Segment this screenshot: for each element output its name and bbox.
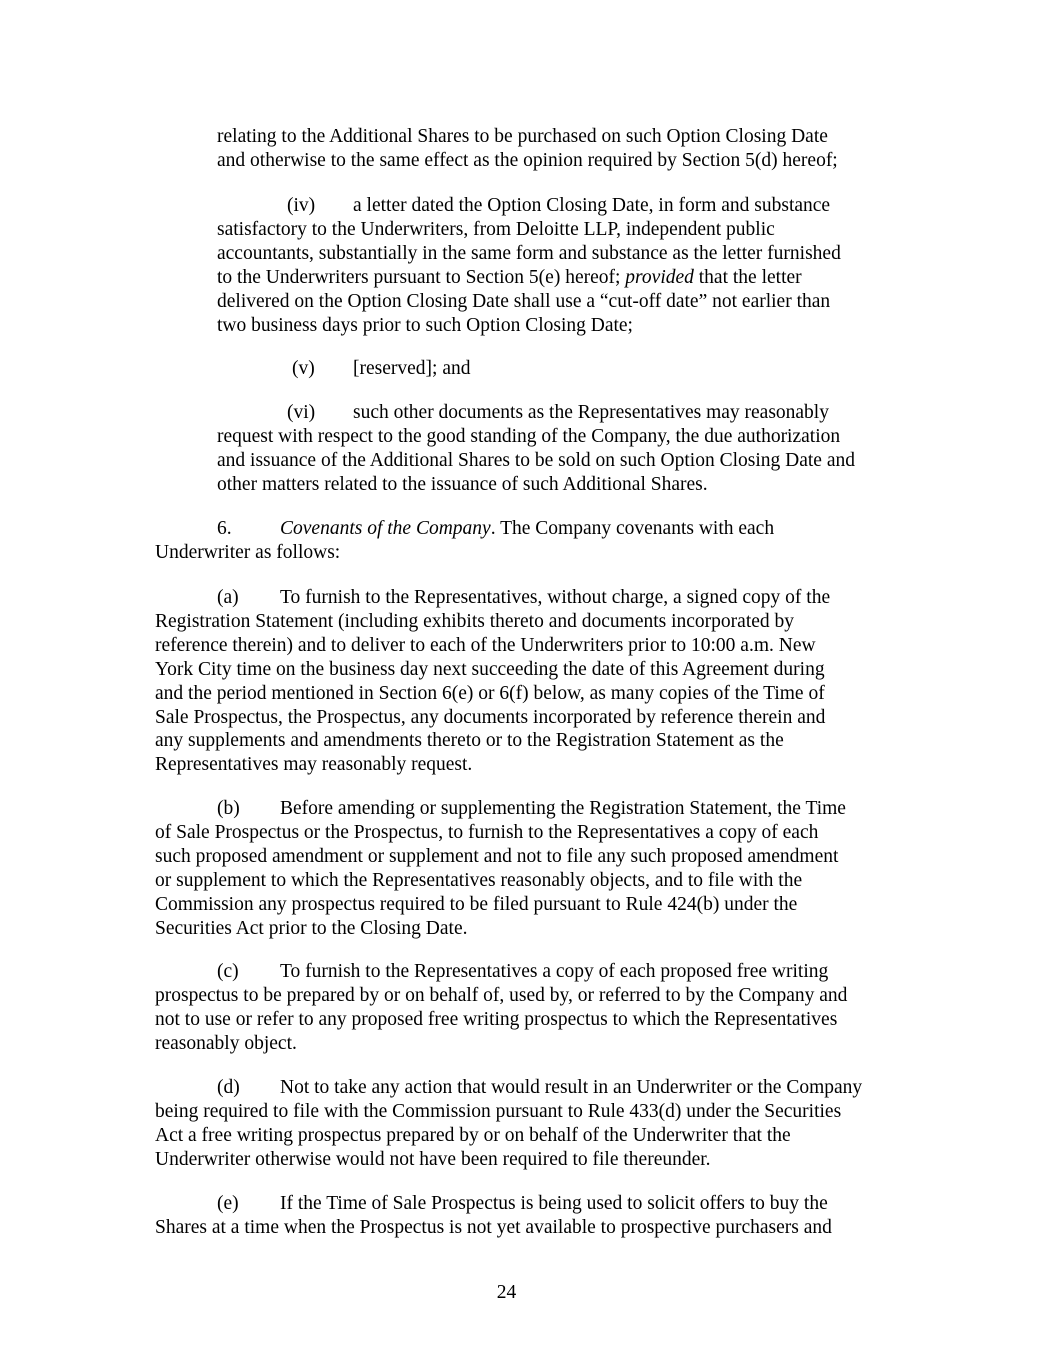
text-line: Act a free writing prospectus prepared by or on behalf of the Underwriter that the [155, 1124, 791, 1146]
section-6-number: 6. [217, 518, 232, 539]
paragraph-a-label: (a) [217, 587, 239, 608]
paragraph-a-first-line: To furnish to the Representatives, without charge, a signed copy of the [280, 587, 831, 608]
item-vi-label: (vi) [287, 402, 316, 423]
text-line: Underwriter as follows: [155, 541, 341, 563]
item-iv [217, 194, 841, 337]
item-v-label: (v) [292, 358, 315, 379]
paragraph-c-label: (c) [217, 961, 239, 982]
item-v-text: [reserved]; and [353, 358, 471, 379]
text-line: of Sale Prospectus or the Prospectus, to furnish to the Representatives a copy of each [155, 821, 819, 843]
paragraph-b-label: (b) [217, 798, 240, 819]
paragraph-c-first-line: To furnish to the Representatives a copy of each proposed free writing [280, 961, 829, 982]
item-iv-first-line: a letter dated the Option Closing Date, in form and substance [353, 195, 831, 216]
item-v [217, 357, 470, 381]
text-line: Commission any prospectus required to be filed pursuant to Rule 424(b) under the [155, 893, 798, 915]
item-vi-first-line: such other documents as the Representatives may reasonably [353, 402, 829, 423]
text-line: delivered on the Option Closing Date shall use a “cut-off date” not earlier than [217, 290, 831, 312]
section-6-intro: . The Company covenants with each [490, 518, 775, 539]
text-line: York City time on the business day next succeeding the date of this Agreement during [155, 658, 825, 680]
text-line: two business days prior to such Option Closing Date; [217, 314, 633, 336]
text-line: not to use or refer to any proposed free writing prospectus to which the Representatives [155, 1008, 838, 1030]
paragraph-b [155, 797, 846, 940]
text-line: request with respect to the good standing of the Company, the due authorization [217, 425, 841, 447]
text-line: prospectus to be prepared by or on behalf of, used by, or referred to by the Company and [155, 984, 848, 1006]
text-line-with-italic: to the Underwriters pursuant to Section 5(e) hereof; provided that the letter [217, 266, 802, 288]
text-line: Representatives may reasonably request. [155, 754, 473, 776]
item-vi [217, 401, 855, 497]
text-line: or supplement to which the Representatives reasonably objects, and to file with the [155, 869, 803, 891]
text-line: relating to the Additional Shares to be purchased on such Option Closing Date [217, 126, 828, 147]
text-line: Shares at a time when the Prospectus is not yet available to prospective purchasers and [155, 1216, 832, 1238]
text-line: such proposed amendment or supplement and not to file any such proposed amendment [155, 845, 839, 867]
text-line: being required to file with the Commission pursuant to Rule 433(d) under the Securities [155, 1100, 842, 1122]
paragraph-e-label: (e) [217, 1193, 239, 1214]
paragraph-d-label: (d) [217, 1077, 240, 1098]
text-line: any supplements and amendments thereto or to the Registration Statement as the [155, 730, 784, 752]
text-line: accountants, substantially in the same form and substance as the letter furnished [217, 242, 841, 264]
paragraph-e [155, 1192, 832, 1240]
text-line: Registration Statement (including exhibits thereto and documents incorporated by [155, 610, 795, 632]
text-line: reference therein) and to deliver to each of the Underwriters prior to 10:00 a.m. New [155, 634, 816, 656]
text-line: Securities Act prior to the Closing Date. [155, 917, 468, 939]
text-line: Underwriter otherwise would not have been required to file thereunder. [155, 1148, 711, 1170]
text-line: satisfactory to the Underwriters, from Deloitte LLP, independent public [217, 218, 775, 240]
paragraph-e-first-line: If the Time of Sale Prospectus is being used to solicit offers to buy the [280, 1193, 828, 1214]
page-number: 24 [496, 1282, 517, 1303]
provided-italic: provided [625, 266, 694, 288]
text-line: other matters related to the issuance of such Additional Shares. [217, 473, 708, 495]
text-line: and otherwise to the same effect as the opinion required by Section 5(d) hereof; [217, 149, 838, 171]
text-line: reasonably object. [155, 1032, 297, 1054]
paragraph-c [155, 960, 847, 1056]
text-line: and the period mentioned in Section 6(e) or 6(f) below, as many copies of the Time of [155, 682, 825, 704]
paragraph-d-first-line: Not to take any action that would result in an Underwriter or the Company [280, 1077, 863, 1098]
continuation-paragraph [217, 125, 838, 173]
section-6-title: Covenants of the Company [280, 518, 491, 539]
text-line: Sale Prospectus, the Prospectus, any documents incorporated by reference therein and [155, 706, 826, 728]
paragraph-a [155, 586, 830, 777]
paragraph-b-first-line: Before amending or supplementing the Registration Statement, the Time [280, 798, 846, 819]
item-iv-label: (iv) [287, 195, 316, 216]
section-6-heading [155, 517, 774, 565]
paragraph-d [155, 1076, 862, 1172]
text-line: and issuance of the Additional Shares to be sold on such Option Closing Date and [217, 449, 855, 471]
